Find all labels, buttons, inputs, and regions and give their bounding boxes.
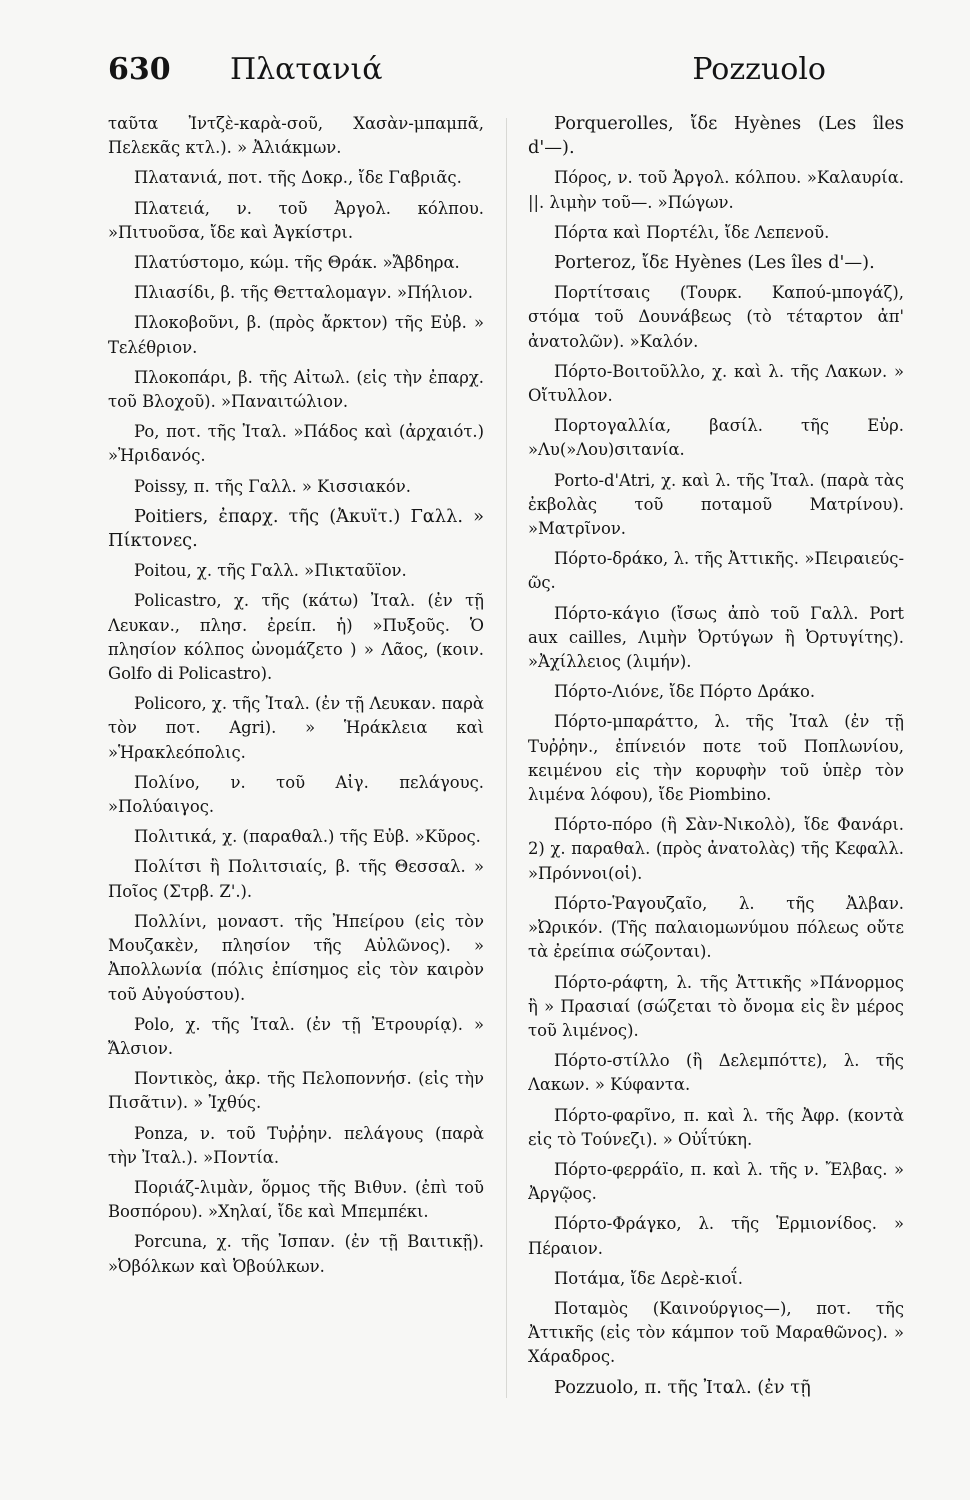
dictionary-entry: Πολλίνι, μοναστ. τῆς Ἠπείρου (εἰς τὸν Μουζακὲν, πλησίον τῆς Αὐλῶνος). » Ἀπολλωνία (πόλις ἐπίσημος εἰς τὸν καιρὸν τοῦ Αὐγούστου). (108, 911, 484, 1004)
dictionary-entry: Po, ποτ. τῆς Ἰταλ. »Πάδος καὶ (ἀρχαιότ.) »Ἠριδανός. (108, 422, 484, 466)
dictionary-entry: Ποντικὸς, ἀκρ. τῆς Πελοποννήσ. (εἰς τὴν Πισᾶτιν). » Ἰχθύς. (108, 1069, 484, 1113)
dictionary-entry: Πολίνο, ν. τοῦ Αἰγ. πελάγους. »Πολύαιγος. (108, 772, 484, 817)
dictionary-entry: Πόρτο-κάγιο (ἴσως ἀπὸ τοῦ Γαλλ. Port aux cailles, Λιμὴν Ὀρτύγων ἢ Ὀρτυγίτης). »Ἀχίλλειος (λιμήν). (528, 603, 904, 672)
dictionary-entry: Policastro, χ. τῆς (κάτω) Ἰταλ. (ἐν τῇ Λευκαν., πλησ. ἐρείπ. ἡ) »Πυξοῦς. Ὁ πλησίον κόλπος ὠνομάζετο ) » Λᾶος, (κοιν. Golfo di Policastro). (108, 591, 484, 684)
dictionary-entry: Πολιτικά, χ. (παραθαλ.) τῆς Εὐβ. »Κῦρος. (134, 827, 481, 847)
dictionary-entry: Πόρτο-στίλλο (ἢ Δελεμπόττε), λ. τῆς Λακων. » Κύφαντα. (528, 1051, 904, 1095)
left-column (108, 112, 484, 1412)
dictionary-entry: Ποταμὸς (Καινούργιος—), ποτ. τῆς Ἀττικῆς (εἰς τὸν κάμπον τοῦ Μαραθῶνος). » Χάραδρος. (528, 1298, 904, 1367)
dictionary-entry: Polo, χ. τῆς Ἰταλ. (ἐν τῇ Ἐτρουρίᾳ). » Ἄλσιον. (108, 1014, 484, 1058)
dictionary-entry: Πόρτο-ράφτη, λ. τῆς Ἀττικῆς »Πάνορμος ἢ » Πρασιαί (σώζεται τὸ ὄνομα εἰς ἓν μέρος τοῦ λιμένος). (528, 972, 904, 1040)
dictionary-entry: Poitou, χ. τῆς Γαλλ. »Πικταῦϊον. (134, 561, 407, 581)
dictionary-entry: Πορτίτσαις (Τουρκ. Καπού-μπογάζ), στόμα τοῦ Δουνάβεως (τὸ τέταρτον ἀπ' ἀνατολῶν). »Καλόν. (528, 283, 904, 351)
page-number: 630 (108, 52, 171, 87)
dictionary-entry: Porquerolles, ἴδε Hyènes (Les îles d'—). (528, 113, 904, 159)
dictionary-entry: Porteroz, ἴδε Hyènes (Les îles d'—). (554, 252, 875, 274)
dictionary-entry: Πλοκοπάρι, β. τῆς Αἰτωλ. (εἰς τὴν ἐπαρχ. τοῦ Βλοχοῦ). »Παναιτώλιον. (108, 367, 484, 412)
dictionary-entry: Πόρος, ν. τοῦ Ἀργολ. κόλπου. »Καλαυρία. ||. λιμὴν τοῦ—. »Πώγων. (528, 168, 904, 212)
right-column (528, 112, 904, 1412)
dictionary-entry: Pozzuolo, π. τῆς Ἰταλ. (ἐν τῇ (554, 1376, 811, 1398)
dictionary-entry: Porcuna, χ. τῆς Ἰσπαν. (ἐν τῇ Βαιτικῇ). »Ὀβόλκων καὶ Ὀβούλκων. (108, 1232, 484, 1276)
dictionary-entry: Πόρτο-Βοιτοῦλλο, χ. καὶ λ. τῆς Λακων. » Οἴτυλλον. (528, 361, 904, 406)
dictionary-entry: Πολίτσι ἢ Πολιτσιαίς, β. τῆς Θεσσαλ. » Ποῖος (Στρβ. Ζ'.). (108, 857, 484, 901)
dictionary-entry: Poissy, π. τῆς Γαλλ. » Κισσιακόν. (134, 476, 411, 496)
dictionary-entry: Πλατύστομο, κώμ. τῆς Θράκ. »Ἄβδηρα. (134, 253, 460, 273)
dictionary-entry: Ποριάζ-λιμὰν, ὅρμος τῆς Βιθυν. (ἐπὶ τοῦ Βοσπόρου). »Χηλαί, ἴδε καὶ Μπεμπέκι. (108, 1177, 484, 1222)
dictionary-entry: Ποτάμα, ἴδε Δερὲ-κιοΐ. (554, 1268, 743, 1288)
dictionary-entry: Porto-d'Atri, χ. καὶ λ. τῆς Ἰταλ. (παρὰ τὰς ἐκβολὰς τοῦ ποταμοῦ Ματρίνου). »Ματρῖνον. (528, 470, 904, 539)
left-headword: Πλατανιά (230, 52, 383, 87)
dictionary-entry: Πόρτο-μπαράττο, λ. τῆς Ἰταλ (ἐν τῇ Τυῤῥην., ἐπίνειόν ποτε τοῦ Ποπλωνίου, κειμένου εἰς τὴν κορυφὴν τοῦ ὑπὲρ τὸν λιμένα λόφου), ἴδε Piombino. (528, 712, 904, 805)
dictionary-entry: Πόρτο-φερράϊο, π. καὶ λ. τῆς ν. Ἔλβας. » Ἀργῷος. (528, 1159, 904, 1204)
dictionary-entry: Πόρτο-Φράγκο, λ. τῆς Ἑρμιονίδος. » Πέραιον. (528, 1214, 904, 1258)
right-headword: Pozzuolo (692, 52, 826, 87)
dictionary-entry: Πόρτα καὶ Πορτέλι, ἴδε Λεπενοῦ. (554, 222, 830, 242)
column-divider (506, 118, 507, 1398)
dictionary-entry: Ponza, ν. τοῦ Τυῤῥην. πελάγους (παρὰ τὴν Ἰταλ.). »Ποντία. (108, 1123, 484, 1167)
dictionary-entry: Πλατειά, ν. τοῦ Ἀργολ. κόλπου. »Πιτυοῦσα, ἴδε καὶ Ἀγκίστρι. (108, 198, 484, 242)
dictionary-entry: Πόρτο-φαρῖνο, π. καὶ λ. τῆς Ἀφρ. (κοντὰ εἰς τὸ Τούνεζι). » Οὐΐτύκη. (528, 1105, 904, 1149)
running-head (108, 52, 910, 102)
dictionary-entry: Policoro, χ. τῆς Ἰταλ. (ἐν τῇ Λευκαν. παρὰ τὸν ποτ. Agri). » Ἡράκλεια καὶ »Ἡρακλεόπολις. (108, 694, 484, 762)
dictionary-entry: Πόρτο-Λιόνε, ἴδε Πόρτο Δράκο. (554, 682, 816, 702)
dictionary-entry: Πλιασίδι, β. τῆς Θετταλομαγν. »Πήλιον. (134, 283, 473, 303)
dictionary-entry: Πορτογαλλία, βασίλ. τῆς Εὐρ. »Λυ(»Λου)σιτανία. (528, 416, 904, 460)
dictionary-entry: Πόρτο-Ῥαγουζαῖο, λ. τῆς Ἀλβαν. »Ὠρικόν. (Τῆς παλαιομωνύμου πόλεως οὔτε τὰ ἐρείπια σώζονται). (528, 893, 904, 962)
dictionary-entry: Πλατανιά, ποτ. τῆς Δοκρ., ἴδε Γαβριᾶς. (134, 168, 462, 188)
dictionary-entry: Poitiers, ἐπαρχ. τῆς (Ἀκυϊτ.) Γαλλ. » Πίκτονες. (108, 505, 484, 552)
dictionary-entry: ταῦτα Ἰντζὲ-καρὰ-σοῦ, Χασὰν-μπαμπᾶ, Πελεκᾶς κτλ.). » Ἀλιάκμων. (108, 114, 484, 158)
dictionary-entry: Πόρτο-πόρο (ἢ Σὰν-Νικολὸ), ἴδε Φανάρι. 2) χ. παραθαλ. (πρὸς ἀνατολὰς) τῆς Κεφαλλ. »Πρόννοι(οἱ). (528, 815, 904, 883)
dictionary-entry: Πόρτο-δράκο, λ. τῆς Ἀττικῆς. »Πειραιεύς-ῶς. (528, 549, 904, 593)
dictionary-entry: Πλοκοβοῦνι, β. (πρὸς ἄρκτον) τῆς Εὐβ. » Τελέθριον. (108, 313, 484, 357)
